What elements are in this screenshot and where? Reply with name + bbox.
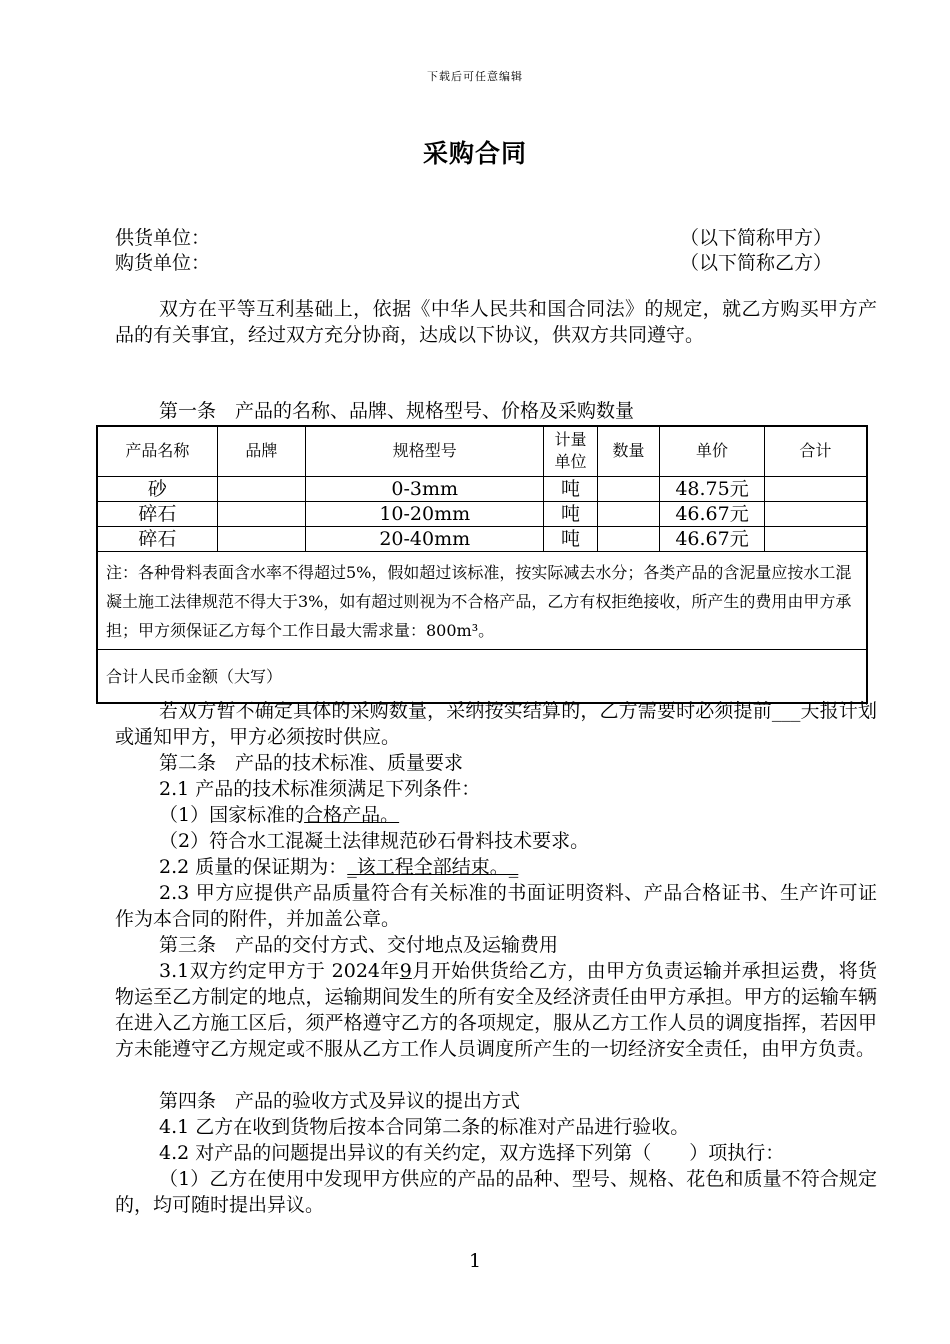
clause-3-1-text-b: 月开始供货给乙方，由甲方负责运输并承担运费，将货物运至乙方制定的地点，运输期间发生的所有安全及经济责任由甲方承担。甲方的运输车辆在进入乙方施工区后，须严格遵守乙方的各项规定，服从乙方工作人员的调度指挥，若因甲方未能遵守乙方规定或不服从乙方工作人员调度所产生的一切经济安全责任，由甲方负责。	[115, 960, 877, 1060]
col-header-qty: 数量	[597, 426, 660, 476]
clause-4-1: 4.1 乙方在收到货物后按本合同第二条的标准对产品进行验收。	[159, 1116, 690, 1138]
article4-heading: 第四条 产品的验收方式及异议的提出方式	[159, 1090, 521, 1112]
document-title: 采购合同	[422, 139, 527, 168]
cell-brand	[217, 501, 305, 526]
after-table-text-1: 若双方暂不确定具体的采购数量，采纳按实结算的，乙方需要时必须提前	[159, 700, 772, 722]
col-header-spec: 规格型号	[306, 426, 544, 476]
clause-4-2: 4.2 对产品的问题提出异议的有关约定，双方选择下列第（ ）项执行：	[159, 1142, 785, 1164]
cell-spec: 10-20mm	[306, 501, 544, 526]
buyer-alias: （以下简称乙方）	[680, 252, 833, 274]
cell-unit: 吨	[544, 526, 597, 551]
total-amount-label: 合计人民币金额（大写）	[97, 649, 867, 703]
table-total-row	[97, 649, 867, 703]
clause-4-2-1: （1）乙方在使用中发现甲方供应的产品的品种、型号、规格、花色和质量不符合规定的，均可随时提出异议。	[115, 1168, 877, 1216]
cell-name: 砂	[97, 476, 217, 501]
cell-price: 46.67元	[660, 501, 764, 526]
cell-qty	[597, 476, 660, 501]
intro-paragraph: 双方在平等互利基础上，依据《中华人民共和国合同法》的规定，就乙方购买甲方产品的有关事宜，经过双方充分协商，达成以下协议，供双方共同遵守。	[115, 298, 877, 346]
header-note: 下载后可任意编辑	[427, 70, 523, 83]
col-header-total: 合计	[764, 426, 867, 476]
clause-2-3: 2.3 甲方应提供产品质量符合有关标准的书面证明资料、产品合格证书、生产许可证作为本合同的附件，并加盖公章。	[115, 882, 877, 930]
article3-heading: 第三条 产品的交付方式、交付地点及运输费用	[159, 934, 559, 956]
days-blank: ___	[771, 700, 801, 722]
page-number: 1	[468, 1250, 482, 1272]
clause-2-1-1-text: （1）国家标准的	[159, 804, 305, 826]
cell-unit: 吨	[544, 501, 597, 526]
col-header-brand: 品牌	[217, 426, 305, 476]
cell-total	[764, 476, 867, 501]
clause-2-1-1-underlined: 合格产品。	[304, 804, 400, 826]
supplier-alias: （以下简称甲方）	[680, 227, 833, 249]
cell-qty	[597, 526, 660, 551]
clause-2-1-1	[159, 802, 399, 828]
after-table-paragraph	[115, 698, 877, 750]
cell-brand	[217, 526, 305, 551]
table-row	[97, 476, 867, 501]
clause-2-2	[159, 854, 518, 880]
product-table	[96, 425, 868, 704]
cell-total	[764, 526, 867, 551]
table-header-row	[97, 426, 867, 476]
cell-qty	[597, 501, 660, 526]
col-header-name: 产品名称	[97, 426, 217, 476]
col-header-price: 单价	[660, 426, 764, 476]
clause-3-1-text-a: 3.1双方约定甲方于 2024年	[159, 960, 400, 982]
table-row	[97, 501, 867, 526]
buyer-label: 购货单位：	[115, 252, 211, 274]
article2-heading: 第二条 产品的技术标准、质量要求	[159, 752, 464, 774]
cell-price: 46.67元	[660, 526, 764, 551]
cell-name: 碎石	[97, 501, 217, 526]
clause-3-1	[115, 958, 877, 1062]
cell-total	[764, 501, 867, 526]
after-table-text-2: 天报计划或通知甲方，甲方必须按时供应。	[115, 700, 877, 748]
cell-spec: 20-40mm	[306, 526, 544, 551]
cell-price: 48.75元	[660, 476, 764, 501]
table-note: 注：各种骨料表面含水率不得超过5%，假如超过该标准，按实际减去水分；各类产品的含泥量应按水工混凝土施工法律规范不得大于3%，如有超过则视为不合格产品，乙方有权拒绝接收，所产生的费用由甲方承担；甲方须保证乙方每个工作日最大需求量：800m³。	[97, 551, 867, 649]
article1-heading: 第一条 产品的名称、品牌、规格型号、价格及采购数量	[159, 400, 635, 422]
cell-name: 碎石	[97, 526, 217, 551]
table-row	[97, 526, 867, 551]
cell-brand	[217, 476, 305, 501]
table-note-row	[97, 551, 867, 649]
clause-2-1: 2.1 产品的技术标准须满足下列条件：	[159, 778, 481, 800]
delivery-month: 9	[399, 960, 412, 982]
col-header-unit: 计量 单位	[544, 426, 597, 476]
clause-2-2-text: 2.2 质量的保证期为：	[159, 856, 348, 878]
supplier-label: 供货单位：	[115, 227, 211, 249]
cell-unit: 吨	[544, 476, 597, 501]
clause-2-2-underlined: _该工程全部结束。_	[347, 856, 519, 878]
clause-2-1-2: （2）符合水工混凝土法律规范砂石骨料技术要求。	[159, 830, 590, 852]
cell-spec: 0-3mm	[306, 476, 544, 501]
